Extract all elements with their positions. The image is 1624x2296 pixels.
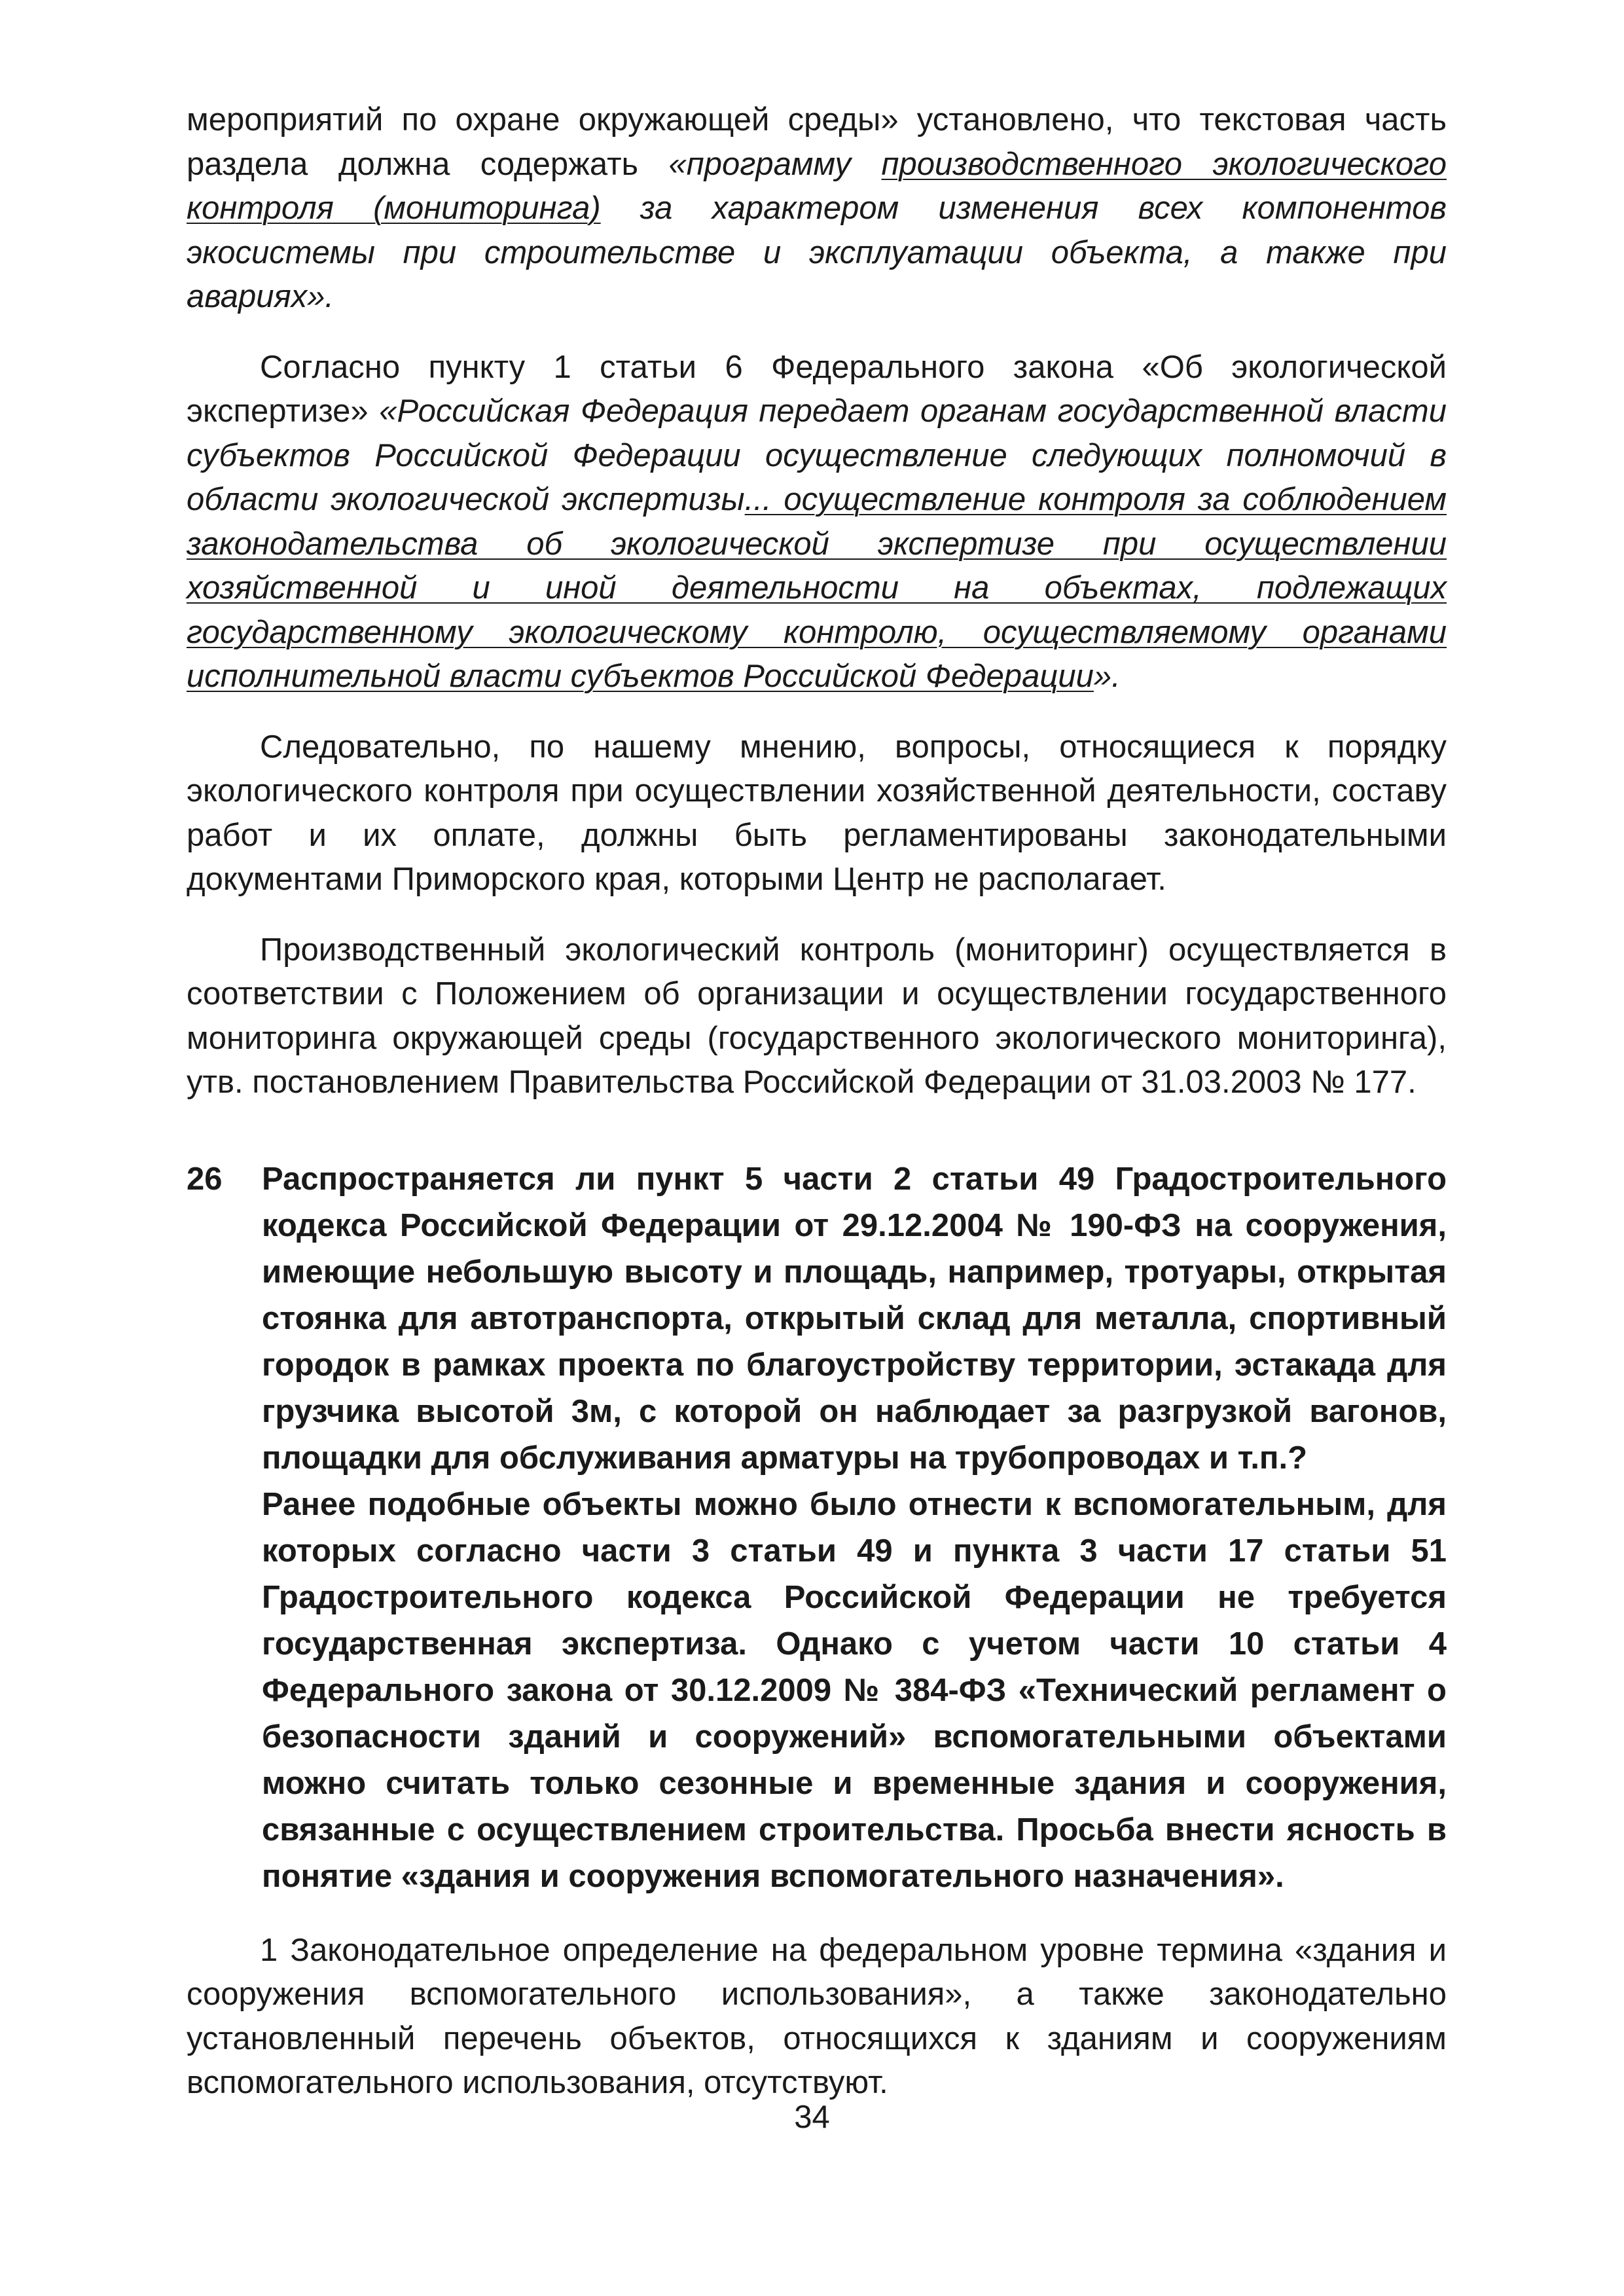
question-number: 26 xyxy=(187,1161,223,1197)
question-text-continued: Ранее подобные объекты можно было отнести к вспомогательным, для которых согласно части 3 статьи 49 и пункта 3 части 17 статьи 51 Градостроительного кодекса Российской Федерации не требуется государственная экспертиза. Однако с учетом части 10 статьи 4 Федерального закона от 30.12.2009 № 384-ФЗ «Технический регламент о безопасности зданий и сооружений» вспомогательными объектами можно считать только сезонные и временные здания и сооружения, связанные с осуществлением строительства. Просьба внести ясность в понятие «здания и сооружения вспомогательного назначения». xyxy=(262,1486,1447,1894)
paragraph-3: Следовательно, по нашему мнению, вопросы, относящиеся к порядку экологического контроля при осуществлении хозяйственной деятельности, составу работ и их оплате, должны быть регламентированы законодательными документами Приморского края, которыми Центр не располагает. xyxy=(187,729,1447,897)
page-number: 34 xyxy=(794,2100,830,2135)
paragraph-2: Согласно пункту 1 статьи 6 Федерального закона «Об экологической экспертизе» «Российская Федерация передает органам государственной власти субъектов Российской Федерации осуществление следующих полномочий в области экологической экспертизы... осуществление контроля за соблюдением законодательства об экологической экспертизе при осуществлении хозяйственной и иной деятельности на объектах, подлежащих государственному экологическому контролю, осуществляемому органами исполнительной власти субъектов Российской Федерации». xyxy=(187,349,1447,694)
paragraph-1: мероприятий по охране окружающей среды» установлено, что текстовая часть раздела должна содержать «программу производственного экологического контроля (мониторинга) за характером изменения всех компонентов экосистемы при строительстве и эксплуатации объекта, а также при авариях». xyxy=(187,102,1447,314)
answer-paragraph: 1 Законодательное определение на федеральном уровне термина «здания и сооружения вспомогательного использования», а также законодательно установленный перечень объектов, относящихся к зданиям и сооружениям вспомогательного использования, отсутствуют. xyxy=(187,1932,1447,2100)
question-text: Распространяется ли пункт 5 части 2 статьи 49 Градостроительного кодекса Российской Федерации от 29.12.2004 № 190-ФЗ на сооружения, имеющие небольшую высоту и площадь, например, тротуары, открытая стоянка для автотранспорта, открытый склад для металла, спортивный городок в рамках проекта по благоустройству территории, эстакада для грузчика высотой 3м, с которой он наблюдает за разгрузкой вагонов, площадки для обслуживания арматуры на трубопроводах и т.п.? xyxy=(262,1161,1447,1476)
quote: «программу производственного экологического контроля (мониторинга) за характером изменения всех компонентов экосистемы при строительстве и эксплуатации объекта, а также при авариях». xyxy=(187,146,1447,314)
paragraph-4: Производственный экологический контроль (мониторинг) осуществляется в соответствии с Положением об организации и осуществлении государственного мониторинга окружающей среды (государственного экологического мониторинга), утв. постановлением Правительства Российской Федерации от 31.03.2003 № 177. xyxy=(187,932,1447,1100)
quote: «Российская Федерация передает органам государственной власти субъектов Российской Федерации осуществление следующих полномочий в области экологической экспертизы... осуществление контроля за соблюдением законодательства об экологической экспертизе при осуществлении хозяйственной и иной деятельности на объектах, подлежащих государственному экологическому контролю, осуществляемому органами исполнительной власти субъектов Российской Федерации». xyxy=(187,393,1447,694)
question-block xyxy=(187,1156,1447,1900)
document-page xyxy=(187,98,1447,2105)
